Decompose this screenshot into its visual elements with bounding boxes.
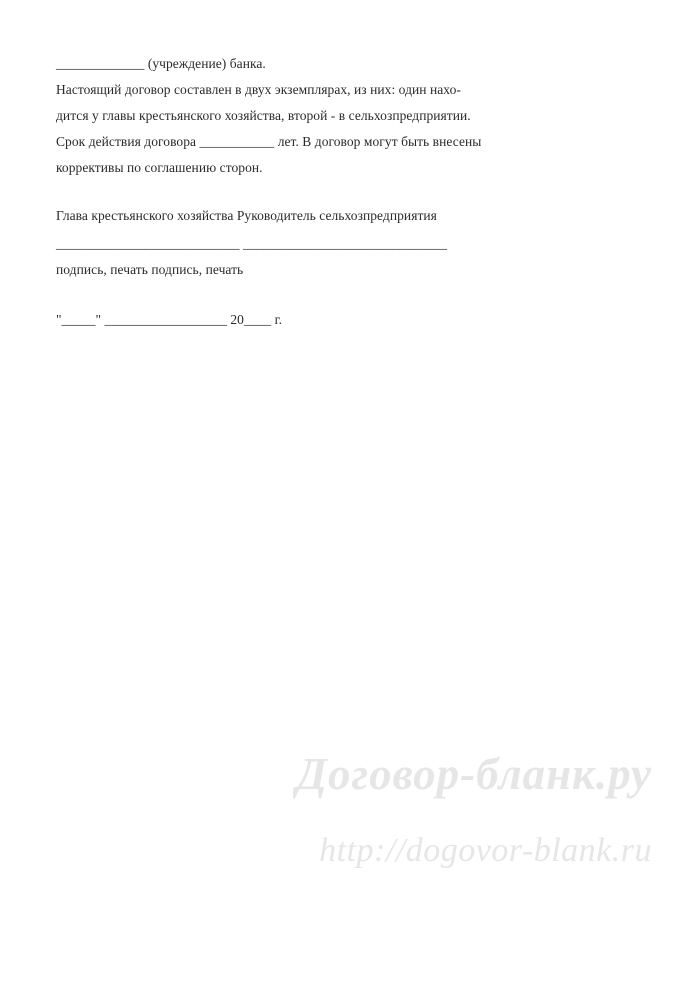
signature-caption: подпись, печать подпись, печать: [56, 262, 244, 277]
bank-institution-line: _____________ (учреждение) банка.: [56, 56, 266, 71]
watermark-title: Договор-бланк.ру: [296, 749, 652, 799]
signature-lines: ___________________________ ______________________________: [56, 236, 448, 251]
term-paragraph-line-2: коррективы по соглашению сторон.: [56, 160, 263, 175]
copies-paragraph-line-2: дится у главы крестьянского хозяйства, второй - в сельхозпредприятии.: [56, 108, 471, 123]
date-line: "_____" __________________ 20____ г.: [56, 312, 283, 327]
copies-paragraph-line-1: Настоящий договор составлен в двух экземплярах, из них: один нахо-: [56, 82, 461, 97]
term-paragraph-line-1: Срок действия договора ___________ лет. В договор могут быть внесены: [56, 134, 482, 149]
watermark-url: http://dogovor-blank.ru: [319, 832, 652, 869]
signatories-heading: Глава крестьянского хозяйства Руководитель сельхозпредприятия: [56, 208, 437, 223]
